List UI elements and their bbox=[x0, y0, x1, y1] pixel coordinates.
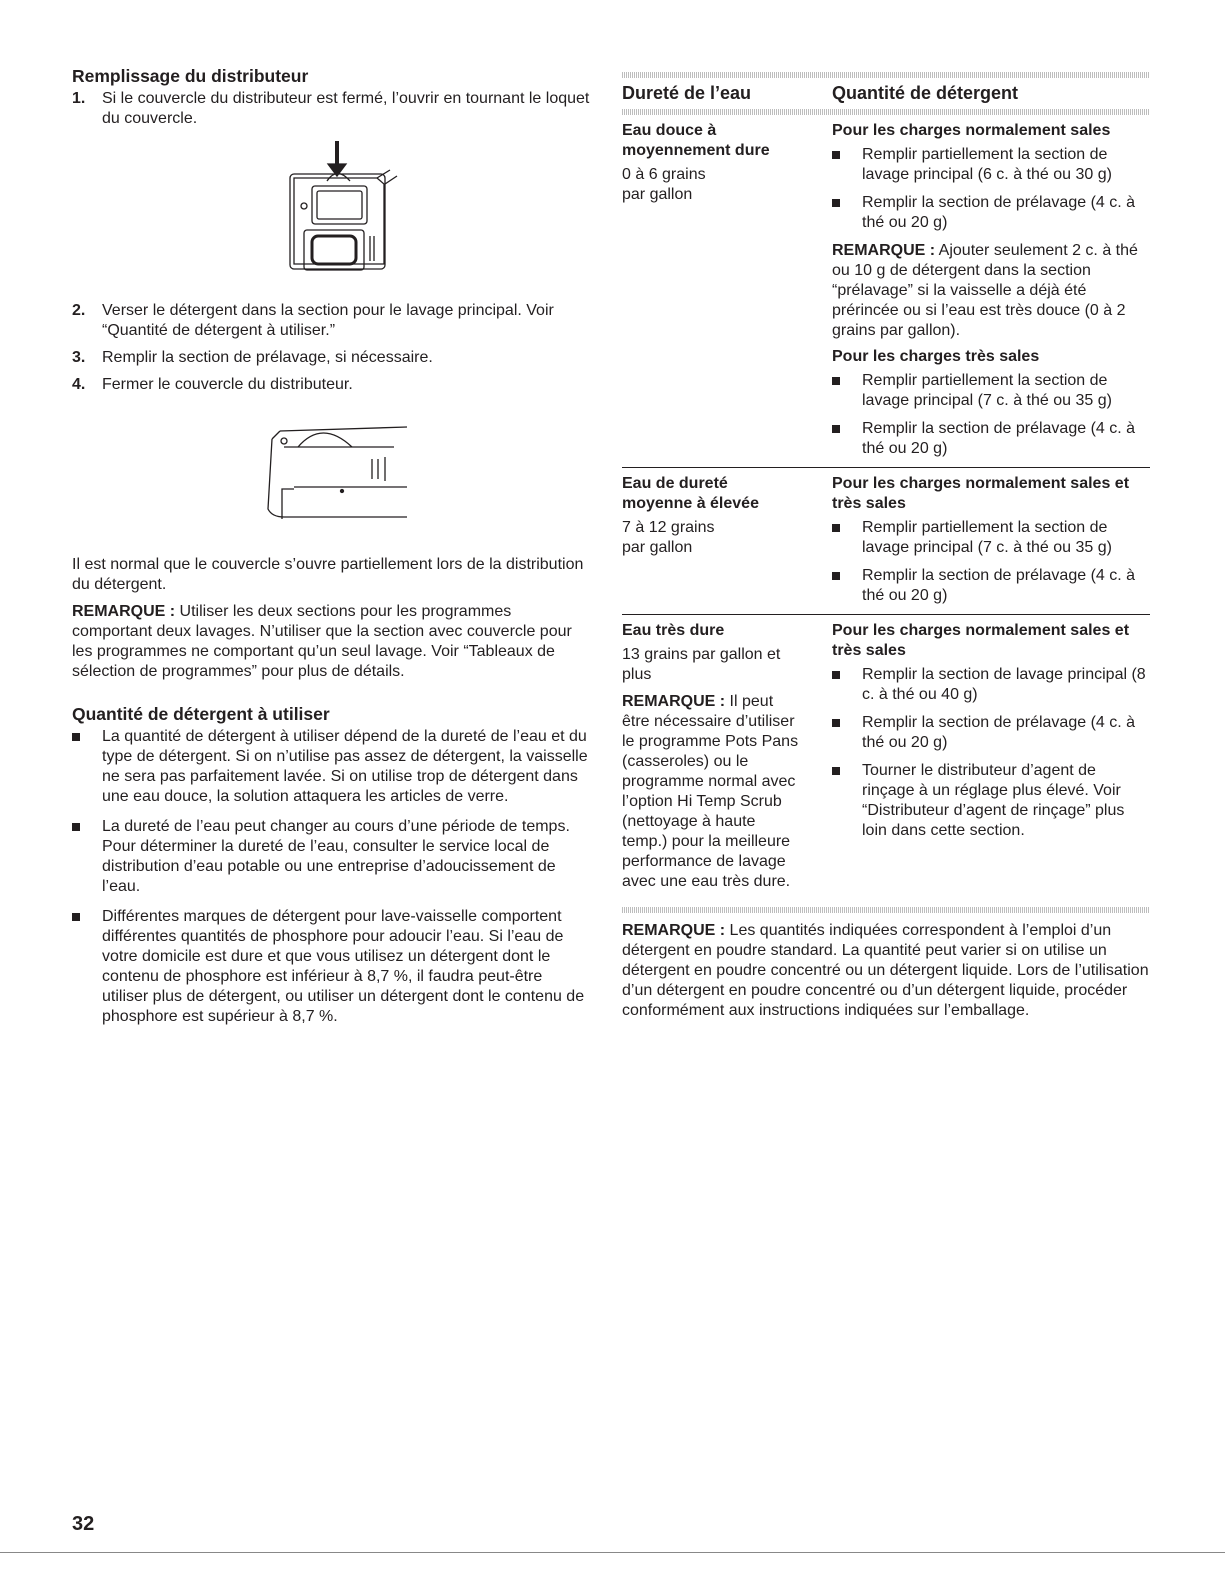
header-water-hardness: Dureté de l’eau bbox=[622, 83, 752, 103]
bottom-note bbox=[622, 921, 1150, 1021]
hardness-title: Eau douce à moyennement dure bbox=[622, 122, 770, 159]
table-row bbox=[622, 614, 1150, 907]
bullet-item bbox=[832, 518, 1150, 558]
step-text: Si le couvercle du distributeur est fermé, l’ouvrir en tournant le loquet du couvercle. bbox=[102, 90, 590, 127]
page-bottom-rule bbox=[0, 1552, 1225, 1553]
hardness-cell bbox=[622, 121, 832, 459]
bullet-text: Remplir la section de prélavage (4 c. à thé ou 20 g) bbox=[862, 420, 1136, 457]
bullet-item bbox=[832, 761, 1150, 841]
square-bullet-icon bbox=[72, 913, 80, 921]
quantity-cell bbox=[832, 121, 1150, 459]
bullet-text: Remplir la section de prélavage (4 c. à thé ou 20 g) bbox=[862, 194, 1136, 231]
bullet-item bbox=[832, 665, 1150, 705]
quantity-bullets bbox=[832, 518, 1150, 606]
bullet-item bbox=[72, 727, 592, 807]
table-bottom-rule bbox=[622, 907, 1150, 913]
steps-list bbox=[72, 89, 592, 129]
hardness-value: 7 à 12 grains par gallon bbox=[622, 519, 715, 556]
bullet-item bbox=[832, 566, 1150, 606]
note-text: Les quantités indiquées correspondent à l’emploi d’un détergent en poudre standard. La quantité peut varier si on utilise un détergent en poudre concentré ou un détergent liquide. Lors de l’utilisation d’un détergent en poudre concentré ou d’un détergent liquide, procéder conformément aux instructions indiquées sur l’emballage. bbox=[622, 922, 1149, 1019]
bullet-text: Remplir partiellement la section de lavage principal (6 c. à thé ou 30 g) bbox=[862, 146, 1112, 183]
note-text: Il peut être nécessaire d’utiliser le programme Pots Pans (casseroles) ou le programme normal avec l’option Hi Temp Scrub (nettoyage à haute temp.) pour la meilleure performance de lavage avec une eau très dure. bbox=[622, 693, 799, 890]
table-header bbox=[622, 78, 1150, 109]
bullet-item bbox=[72, 907, 592, 1027]
left-column bbox=[72, 66, 592, 1037]
square-bullet-icon bbox=[72, 823, 80, 831]
bullet-item bbox=[832, 193, 1150, 233]
step-item bbox=[72, 89, 592, 129]
square-bullet-icon bbox=[832, 151, 840, 159]
quantity-cell bbox=[832, 474, 1150, 606]
square-bullet-icon bbox=[832, 199, 840, 207]
note-text: Ajouter seulement 2 c. à thé ou 10 g de détergent dans la section “prélavage” si la vaisselle a déjà été prérincée ou si l’eau est très douce (0 à 2 grains par gallon). bbox=[832, 242, 1138, 339]
hardness-value: 0 à 6 grains par gallon bbox=[622, 166, 706, 203]
step-text: Remplir la section de prélavage, si nécessaire. bbox=[102, 349, 433, 366]
bullet-text: Remplir la section de prélavage (4 c. à thé ou 20 g) bbox=[862, 567, 1136, 604]
square-bullet-icon bbox=[832, 425, 840, 433]
dispenser-closed-drawing bbox=[72, 409, 592, 539]
square-bullet-icon bbox=[832, 377, 840, 385]
step-item bbox=[72, 375, 592, 395]
hardness-cell bbox=[622, 621, 832, 899]
section-title-detergent-quantity: Quantité de détergent à utiliser bbox=[72, 704, 330, 724]
square-bullet-icon bbox=[832, 767, 840, 775]
step-number: 1. bbox=[72, 90, 86, 107]
step-item bbox=[72, 301, 592, 341]
bullet-text: Remplir partiellement la section de lavage principal (7 c. à thé ou 35 g) bbox=[862, 372, 1112, 409]
note-label: REMARQUE : bbox=[622, 693, 726, 710]
bullet-item bbox=[832, 371, 1150, 411]
bullet-item bbox=[832, 145, 1150, 185]
square-bullet-icon bbox=[832, 719, 840, 727]
table-row bbox=[622, 115, 1150, 467]
bullet-text: Différentes marques de détergent pour lave-vaisselle comportent différentes quantités de phosphore pour adoucir l’eau. Si l’eau de votre domicile est dure et que vous utilisez un détergent dont le contenu de phosphore est inférieur à 8,7 %, il faudra peut-être utiliser plus de détergent, ou utiliser un détergent dont le contenu de phosphore est supérieur à 8,7 %. bbox=[102, 908, 585, 1025]
steps-list-continued bbox=[72, 301, 592, 395]
square-bullet-icon bbox=[832, 524, 840, 532]
page-number: 32 bbox=[72, 1513, 95, 1535]
dispenser-open-illustration bbox=[72, 136, 592, 291]
load-heading: Pour les charges normalement sales et très sales bbox=[832, 475, 1130, 512]
bullet-text: Remplir partiellement la section de lavage principal (7 c. à thé ou 35 g) bbox=[862, 519, 1112, 556]
square-bullet-icon bbox=[832, 671, 840, 679]
step-number: 2. bbox=[72, 302, 86, 319]
step-item bbox=[72, 348, 592, 368]
detergent-bullets bbox=[72, 727, 592, 1027]
table-row bbox=[622, 467, 1150, 614]
paragraph-normal-opening: Il est normal que le couvercle s’ouvre partiellement lors de la distribution du détergent. bbox=[72, 556, 584, 593]
quantity-bullets bbox=[832, 665, 1150, 841]
quantity-bullets bbox=[832, 145, 1150, 233]
square-bullet-icon bbox=[72, 733, 80, 741]
row-note bbox=[622, 692, 802, 892]
quantity-bullets bbox=[832, 371, 1150, 459]
step-text: Verser le détergent dans la section pour le lavage principal. Voir “Quantité de détergent à utiliser.” bbox=[102, 302, 554, 339]
step-number: 4. bbox=[72, 376, 86, 393]
row-note bbox=[832, 241, 1150, 341]
bullet-text: Tourner le distributeur d’agent de rinçage à un réglage plus élevé. Voir “Distributeur d’agent de rinçage” plus loin dans cette section. bbox=[862, 762, 1125, 839]
square-bullet-icon bbox=[832, 572, 840, 580]
load-heading: Pour les charges très sales bbox=[832, 348, 1040, 365]
note-text: Utiliser les deux sections pour les programmes comportant deux lavages. N’utiliser que la section avec couvercle pour les programmes ne comportant qu’un seul lavage. Voir “Tableaux de sélection de programmes” pour plus de détails. bbox=[72, 603, 572, 680]
hardness-title: Eau très dure bbox=[622, 622, 725, 639]
header-detergent-quantity: Quantité de détergent bbox=[832, 83, 1019, 103]
load-heading: Pour les charges normalement sales bbox=[832, 122, 1111, 139]
bullet-item bbox=[72, 817, 592, 897]
note-label: REMARQUE : bbox=[832, 242, 936, 259]
note-label: REMARQUE : bbox=[72, 603, 176, 620]
hardness-cell bbox=[622, 474, 832, 606]
dispenser-closed-illustration bbox=[72, 409, 592, 539]
dispenser-open-drawing bbox=[72, 136, 592, 291]
step-text: Fermer le couvercle du distributeur. bbox=[102, 376, 353, 393]
hardness-value: 13 grains par gallon et plus bbox=[622, 646, 781, 683]
step-number: 3. bbox=[72, 349, 86, 366]
bullet-text: Remplir la section de prélavage (4 c. à thé ou 20 g) bbox=[862, 714, 1136, 751]
hardness-title: Eau de dureté moyenne à élevée bbox=[622, 475, 759, 512]
load-heading: Pour les charges normalement sales et très sales bbox=[832, 622, 1130, 659]
section-title-filling: Remplissage du distributeur bbox=[72, 66, 309, 86]
right-column bbox=[622, 72, 1150, 1021]
note-paragraph bbox=[72, 602, 592, 682]
bullet-item bbox=[832, 713, 1150, 753]
bullet-item bbox=[832, 419, 1150, 459]
bullet-text: Remplir la section de lavage principal (8 c. à thé ou 40 g) bbox=[862, 666, 1146, 703]
bullet-text: La quantité de détergent à utiliser dépend de la dureté de l’eau et du type de détergent. Si on n’utilise pas assez de détergent, la vaisselle ne sera pas parfaitement lavée. Si on utilise trop de détergent dans une eau douce, la solution attaquera les articles de verre. bbox=[102, 728, 588, 805]
bullet-text: La dureté de l’eau peut changer au cours d’une période de temps. Pour déterminer la dureté de l’eau, consulter le service local de distribution d’eau potable ou une entreprise d’adoucissement de l’eau. bbox=[102, 818, 570, 895]
note-label: REMARQUE : bbox=[622, 922, 726, 939]
quantity-cell bbox=[832, 621, 1150, 899]
